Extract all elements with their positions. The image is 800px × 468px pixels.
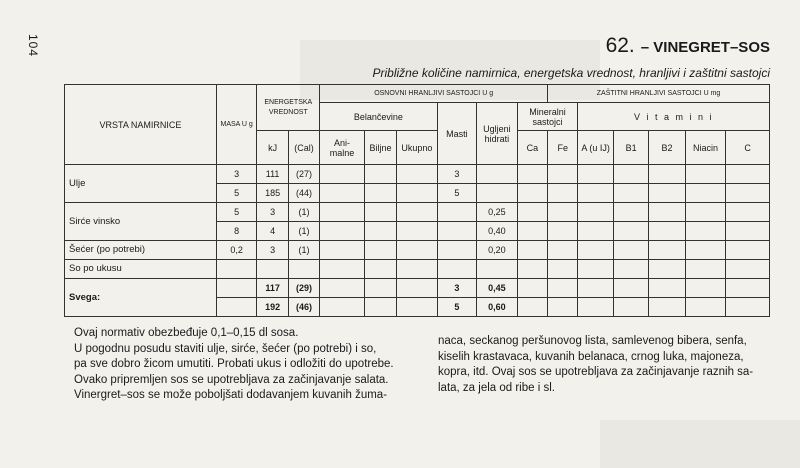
cell-uh — [477, 165, 518, 184]
cell-empty — [649, 241, 685, 260]
text-line: naca, seckanog peršunovog lista, samlevenog bibera, senfa, — [438, 335, 747, 347]
cell-uh — [477, 184, 518, 203]
cell-cal: (46) — [288, 298, 319, 317]
cell-cal: (29) — [288, 279, 319, 298]
cell-empty — [726, 298, 770, 317]
cell-empty — [517, 184, 547, 203]
cell-cal: (44) — [288, 184, 319, 203]
cell-empty — [649, 298, 685, 317]
cell-masti — [437, 222, 476, 241]
cell-empty — [726, 241, 770, 260]
cell-empty — [548, 203, 578, 222]
cell-masti — [437, 241, 476, 260]
cell-name: Svega: — [65, 279, 217, 317]
cell-uh: 0,20 — [477, 241, 518, 260]
header-animalne: Ani-malne — [320, 131, 365, 165]
cell-masti: 3 — [437, 165, 476, 184]
cell-name: Sirće vinsko — [65, 203, 217, 241]
cell-empty — [320, 260, 365, 279]
header-kj: kJ — [257, 131, 288, 165]
header-vitamini: V i t a m i n i — [578, 103, 770, 131]
cell-empty — [517, 279, 547, 298]
cell-empty — [517, 260, 547, 279]
cell-masa: 3 — [216, 165, 257, 184]
cell-empty — [649, 184, 685, 203]
cell-uh: 0,40 — [477, 222, 518, 241]
cell-empty — [578, 184, 613, 203]
cell-empty — [685, 260, 726, 279]
cell-empty — [726, 222, 770, 241]
cell-empty — [364, 222, 396, 241]
cell-cal: (1) — [288, 222, 319, 241]
cell-masti — [437, 203, 476, 222]
cell-empty — [578, 279, 613, 298]
header-cal: (Cal) — [288, 131, 319, 165]
cell-kj: 3 — [257, 241, 288, 260]
recipe-number: 62. — [605, 34, 635, 57]
text-line: kiselih krastavaca, kuvanih belanaca, crnog luka, majoneza, — [438, 350, 744, 363]
cell-empty — [685, 279, 726, 298]
cell-empty — [397, 279, 438, 298]
header-ukupno: Ukupno — [397, 131, 438, 165]
cell-empty — [649, 203, 685, 222]
cell-masa: 0,2 — [216, 241, 257, 260]
table-row — [65, 203, 770, 222]
cell-masa: 5 — [216, 203, 257, 222]
cell-kj: 4 — [257, 222, 288, 241]
cell-cal: (27) — [288, 165, 319, 184]
header-a: A (u IJ) — [578, 131, 613, 165]
cell-empty — [548, 260, 578, 279]
cell-empty — [649, 165, 685, 184]
text-column-left — [74, 326, 422, 404]
cell-empty — [578, 260, 613, 279]
cell-uh — [477, 260, 518, 279]
header-masa: MASA U g — [216, 85, 257, 165]
cell-kj: 3 — [257, 203, 288, 222]
cell-empty — [649, 260, 685, 279]
header-b1: B1 — [613, 131, 648, 165]
cell-empty — [397, 241, 438, 260]
cell-empty — [397, 203, 438, 222]
cell-empty — [320, 165, 365, 184]
cell-empty — [397, 184, 438, 203]
text-line: U pogodnu posudu staviti ulje, sirće, šećer (po potrebi) i so, — [74, 342, 377, 355]
cell-empty — [613, 260, 648, 279]
cell-masti — [437, 260, 476, 279]
cell-uh: 0,60 — [477, 298, 518, 317]
cell-empty — [613, 298, 648, 317]
page-title — [606, 34, 770, 58]
cell-masti: 5 — [437, 184, 476, 203]
cell-empty — [578, 222, 613, 241]
cell-masa: 5 — [216, 184, 257, 203]
cell-empty — [364, 165, 396, 184]
cell-empty — [613, 222, 648, 241]
header-vrsta: VRSTA NAMIRNICE — [65, 85, 217, 165]
cell-empty — [320, 241, 365, 260]
header-osnovni: OSNOVNI HRANLJIVI SASTOJCI U g — [320, 85, 548, 103]
cell-kj — [257, 260, 288, 279]
header-fe: Fe — [548, 131, 578, 165]
text-line: lata, za jela od ribe i sl. — [438, 381, 555, 394]
cell-name: Šećer (po potrebi) — [65, 241, 217, 260]
header-zastitni: ZAŠTITNI HRANLJIVI SASTOJCI U mg — [548, 85, 770, 103]
cell-empty — [726, 279, 770, 298]
cell-masa — [216, 298, 257, 317]
recipe-name: – VINEGRET–SOS — [640, 39, 770, 56]
cell-empty — [613, 241, 648, 260]
cell-empty — [578, 241, 613, 260]
nutrition-table — [64, 84, 770, 317]
header-mineralni: Mineralni sastojci — [517, 103, 578, 131]
cell-empty — [548, 184, 578, 203]
table-row — [65, 260, 770, 279]
table-body — [65, 165, 770, 317]
cell-empty — [397, 260, 438, 279]
header-niacin: Niacin — [685, 131, 726, 165]
header-belancevine: Belančevine — [320, 103, 437, 131]
cell-empty — [397, 222, 438, 241]
cell-cal — [288, 260, 319, 279]
cell-empty — [726, 184, 770, 203]
cell-empty — [613, 184, 648, 203]
cell-empty — [517, 165, 547, 184]
header-energetska: ENERGETSKA VREDNOST — [257, 85, 320, 131]
cell-empty — [397, 298, 438, 317]
text-column-right — [438, 334, 770, 396]
header-ugljeni: Ugljeni hidrati — [477, 103, 518, 165]
header-ca: Ca — [517, 131, 547, 165]
cell-masti: 3 — [437, 279, 476, 298]
cell-empty — [685, 203, 726, 222]
text-line: Vinergret–sos se može poboljšati dodavanjem kuvanih žuma- — [74, 389, 388, 402]
cell-empty — [613, 165, 648, 184]
cell-empty — [320, 203, 365, 222]
cell-empty — [578, 203, 613, 222]
page-subtitle: Približne količine namirnica, energetska vrednost, hranljivi i zaštitni sastojci — [372, 66, 770, 80]
header-biljne: Biljne — [364, 131, 396, 165]
cell-empty — [685, 241, 726, 260]
cell-name: Ulje — [65, 165, 217, 203]
cell-empty — [517, 241, 547, 260]
cell-uh: 0,25 — [477, 203, 518, 222]
cell-empty — [320, 279, 365, 298]
cell-name: So po ukusu — [65, 260, 217, 279]
cell-kj: 117 — [257, 279, 288, 298]
cell-empty — [517, 298, 547, 317]
cell-cal: (1) — [288, 241, 319, 260]
cell-empty — [320, 184, 365, 203]
cell-empty — [548, 165, 578, 184]
header-b2: B2 — [649, 131, 685, 165]
cell-empty — [364, 184, 396, 203]
cell-empty — [578, 298, 613, 317]
cell-empty — [364, 260, 396, 279]
cell-empty — [685, 298, 726, 317]
table-row — [65, 241, 770, 260]
cell-empty — [726, 203, 770, 222]
cell-empty — [649, 222, 685, 241]
cell-empty — [548, 298, 578, 317]
cell-empty — [726, 260, 770, 279]
cell-cal: (1) — [288, 203, 319, 222]
table-row — [65, 279, 770, 298]
text-line: Ovaj normativ obezbeđuje 0,1–0,15 dl sosa. — [74, 327, 299, 339]
text-line: Ovako pripremljen sos se upotrebljava za začinjavanje salata. — [74, 373, 389, 386]
cell-empty — [364, 279, 396, 298]
cell-empty — [517, 203, 547, 222]
cell-masa — [216, 260, 257, 279]
text-line: kopra, itd. Ovaj sos se upotrebljava za začinjavanje raznih sa- — [438, 366, 754, 379]
cell-kj: 185 — [257, 184, 288, 203]
cell-empty — [320, 298, 365, 317]
cell-empty — [517, 222, 547, 241]
cell-uh: 0,45 — [477, 279, 518, 298]
cell-empty — [548, 279, 578, 298]
table-row — [65, 165, 770, 184]
cell-empty — [613, 203, 648, 222]
cell-empty — [649, 279, 685, 298]
cell-empty — [548, 222, 578, 241]
cell-empty — [364, 298, 396, 317]
cell-masti: 5 — [437, 298, 476, 317]
cell-kj: 111 — [257, 165, 288, 184]
cell-empty — [685, 165, 726, 184]
cell-empty — [548, 241, 578, 260]
cell-empty — [364, 241, 396, 260]
cell-empty — [613, 279, 648, 298]
cell-kj: 192 — [257, 298, 288, 317]
cell-empty — [726, 165, 770, 184]
cell-empty — [397, 165, 438, 184]
cell-empty — [685, 184, 726, 203]
cell-empty — [578, 165, 613, 184]
header-c: C — [726, 131, 770, 165]
header-masti: Masti — [437, 103, 476, 165]
page-number: 104 — [26, 34, 40, 58]
cell-masa: 8 — [216, 222, 257, 241]
cell-masa — [216, 279, 257, 298]
cell-empty — [364, 203, 396, 222]
cell-empty — [685, 222, 726, 241]
cell-empty — [320, 222, 365, 241]
text-line: pa sve dobro žicom umutiti. Probati ukus i odložiti do upotrebe. — [74, 358, 394, 371]
